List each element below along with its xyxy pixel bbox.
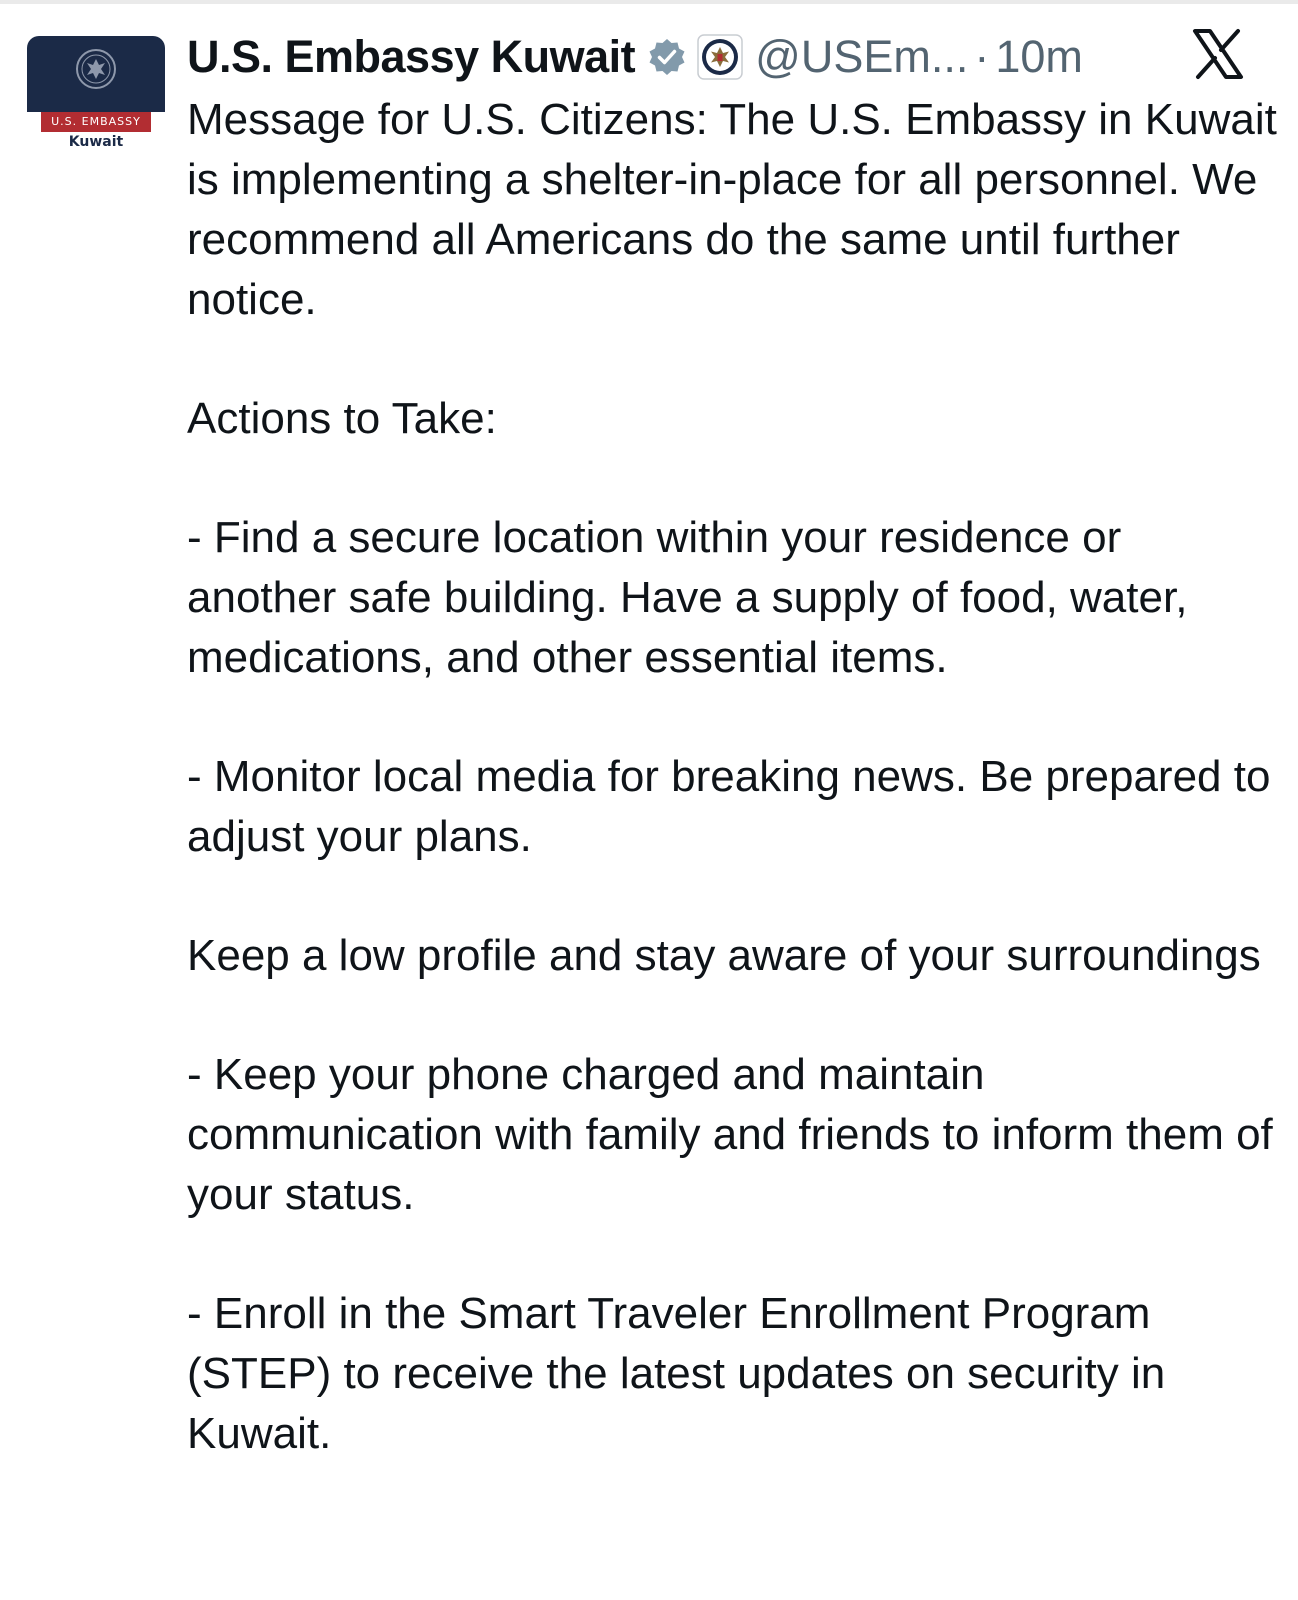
tweet-header	[187, 28, 1083, 86]
author-handle[interactable]: @USEm...	[755, 31, 969, 82]
tweet-paragraph-phone-charged: - Keep your phone charged and maintain communication with family and friends to inform them of your status.	[187, 1050, 1286, 1219]
separator-dot: ·	[974, 31, 990, 82]
x-logo-icon	[1192, 28, 1244, 80]
display-name[interactable]: U.S. Embassy Kuwait	[187, 31, 636, 82]
department-of-state-seal-icon[interactable]	[697, 34, 743, 80]
avatar[interactable]	[27, 36, 165, 154]
verified-badge-icon[interactable]	[647, 37, 687, 77]
tweet-paragraph-actions-heading: Actions to Take:	[187, 394, 497, 443]
tweet-paragraph-low-profile: Keep a low profile and stay aware of your surroundings	[187, 931, 1261, 980]
timestamp[interactable]: 10m	[995, 31, 1083, 82]
tweet-paragraph-secure-location: - Find a secure location within your residence or another safe building. Have a supply of food, water, medications, and other essential items.	[187, 513, 1200, 682]
tweet-paragraph-monitor-media: - Monitor local media for breaking news. Be prepared to adjust your plans.	[187, 752, 1283, 861]
tweet-paragraph-enroll-step: - Enroll in the Smart Traveler Enrollment Program (STEP) to receive the latest updates on security in Kuwait.	[187, 1289, 1178, 1458]
tweet-body	[187, 90, 1290, 1464]
avatar-band-text: U.S. EMBASSY	[41, 112, 151, 132]
embassy-seal-icon	[75, 48, 117, 90]
tweet-paragraph-intro: Message for U.S. Citizens: The U.S. Embassy in Kuwait is implementing a shelter-in-place for all personnel. We recommend all Americans do the same until further notice.	[187, 95, 1290, 324]
avatar-city-text: Kuwait	[68, 134, 124, 150]
